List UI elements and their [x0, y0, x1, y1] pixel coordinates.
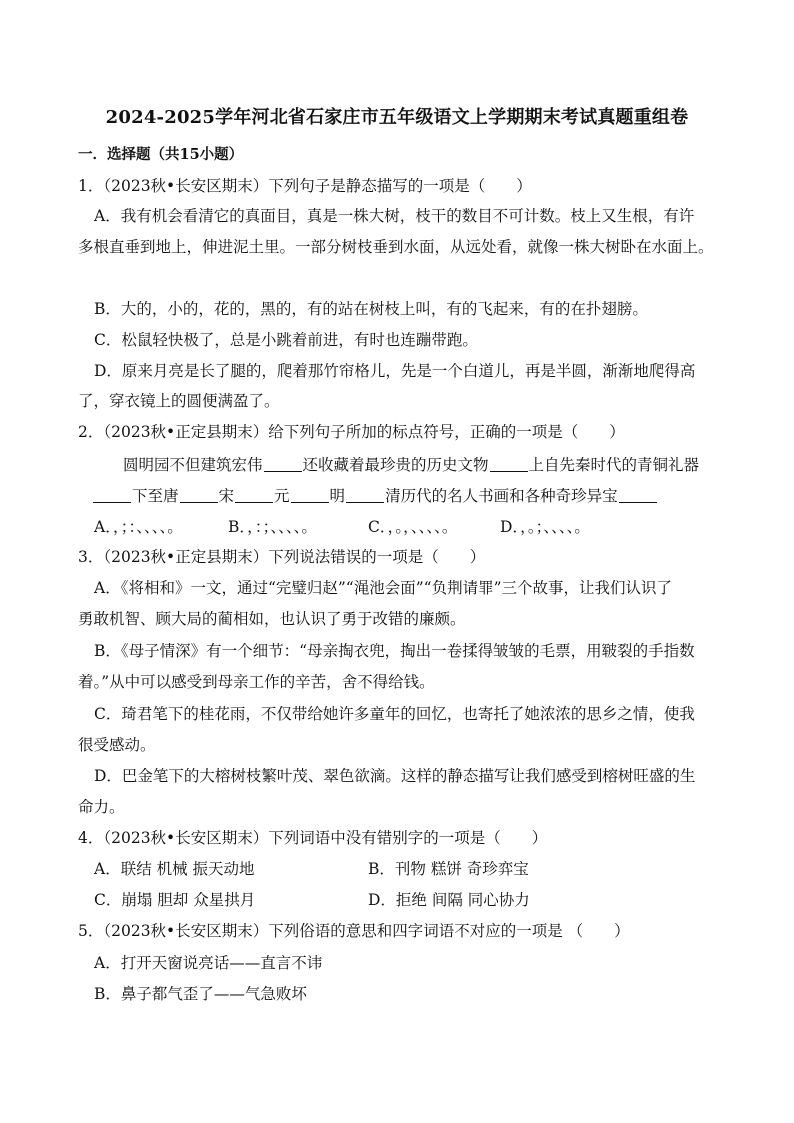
question-4-option-b: B．刊物 糕饼 奇珍弈宝 — [368, 860, 529, 878]
question-1-option-d-line2: 了，穿衣镜上的圆便满盈了。 — [78, 392, 280, 410]
question-4-option-c: C．崩塌 胆却 众星拱月 — [94, 891, 256, 909]
question-5-option-a: A．打开天窗说亮话——直言不讳 — [94, 954, 323, 972]
answer-blank — [264, 455, 302, 472]
sentence-segment: 还收藏着最珍贵的历史文物 — [302, 456, 489, 474]
answer-blank — [619, 486, 657, 503]
question-5-option-b: B．鼻子都气歪了——气急败坏 — [94, 985, 307, 1003]
question-2-option-a: A．，；：、、、、。 — [94, 518, 183, 536]
question-3-option-b-line1: B．《母子情深》有一个细节：“母亲掏衣兜，掏出一卷揉得皱皱的毛票，用皲裂的手指数 — [94, 642, 695, 660]
question-4-option-d: D．拒绝 间隔 同心协力 — [368, 891, 530, 909]
section-heading: 一．选择题（共15小题） — [78, 146, 244, 163]
question-5-stem: 5．（2023秋•长安区期末）下列俗语的意思和四字词语不对应的一项是 （ ） — [78, 922, 630, 940]
answer-blank — [346, 486, 384, 503]
question-3-option-a-line1: A．《将相和》一文，通过“完璧归赵”“渑池会面”“负荆请罪”三个故事，让我们认识了 — [94, 579, 672, 597]
question-4-stem: 4．（2023秋•长安区期末）下列词语中没有错别字的一项是（ ） — [78, 829, 548, 847]
sentence-segment: 明 — [329, 487, 346, 505]
question-3-option-a-line2: 勇敢机智、顾大局的蔺相如，也认识了勇于改错的廉颇。 — [78, 610, 466, 628]
question-2-option-d: D．，。；、、、、。 — [500, 518, 590, 536]
sentence-segment: 上自先秦时代的青铜礼器 — [528, 456, 700, 474]
sentence-segment: 宋 — [218, 487, 235, 505]
question-2-stem: 2．（2023秋•正定县期末）给下列句子所加的标点符号，正确的一项是（ ） — [78, 423, 625, 441]
question-1-option-a-line2: 多根直垂到地上，伸进泥土里。一部分树枝垂到水面，从远处看，就像一株大树卧在水面上。 — [78, 238, 714, 256]
question-2-sentence-line1 — [123, 454, 699, 476]
question-2-option-c: C．，。，、、、、。 — [368, 518, 458, 536]
question-3-option-c-line2: 很受感动。 — [78, 736, 156, 754]
answer-blank — [291, 486, 329, 503]
page-title: 2024-2025学年河北省石家庄市五年级语文上学期期末考试真题重组卷 — [105, 107, 689, 128]
question-3-stem: 3．（2023秋•正定县期末）下列说法错误的一项是（ ） — [78, 548, 486, 566]
question-3-option-d-line1: D．巴金笔下的大榕树枝繁叶茂、翠色欲滴。这样的静态描写让我们感受到榕树旺盛的生 — [94, 767, 696, 785]
answer-blank — [235, 486, 273, 503]
answer-blank — [490, 455, 528, 472]
question-1-option-b: B．大的，小的，花的，黑的，有的站在树枝上叫，有的飞起来，有的在扑翅膀。 — [94, 300, 648, 318]
question-1-option-d-line1: D．原来月亮是长了腿的，爬着那竹帘格儿，先是一个白道儿，再是半圆，渐渐地爬得高 — [94, 362, 696, 380]
question-4-option-a: A．联结 机械 振天动地 — [94, 860, 255, 878]
question-3-option-c-line1: C．琦君笔下的桂花雨，不仅带给她许多童年的回忆，也寄托了她浓浓的思乡之情，使我 — [94, 705, 695, 723]
answer-blank — [93, 486, 131, 503]
question-3-option-b-line2: 着。”从中可以感受到母亲工作的辛苦，舍不得给钱。 — [78, 673, 435, 691]
question-1-option-c: C．松鼠轻快极了，总是小跳着前进，有时也连蹦带跑。 — [94, 331, 478, 349]
question-3-option-d-line2: 命力。 — [78, 798, 125, 816]
question-2-sentence-line2 — [92, 485, 658, 507]
sentence-segment: 元 — [274, 487, 290, 505]
sentence-segment: 圆明园不但建筑宏伟 — [123, 456, 263, 474]
question-1-option-a-line1: A．我有机会看清它的真面目，真是一株大树，枝干的数目不可计数。枝上又生根，有许 — [94, 207, 695, 225]
question-1-stem: 1．（2023秋•长安区期末）下列句子是静态描写的一项是（ ） — [78, 177, 532, 195]
answer-blank — [180, 486, 218, 503]
question-2-option-b: B．，：；、、、、。 — [228, 518, 317, 536]
sentence-segment: 下至唐 — [132, 487, 179, 505]
sentence-segment: 清历代的名人书画和各种奇珍异宝 — [385, 487, 618, 505]
